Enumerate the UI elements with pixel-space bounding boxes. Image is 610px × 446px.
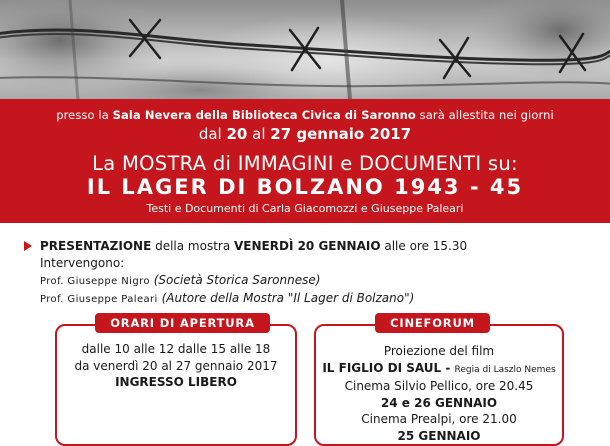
film-director: Regia di Laszlo Nemes <box>454 364 556 375</box>
cineforum-text <box>316 343 562 444</box>
presentation-date: VENERDÌ 20 GENNAIO <box>234 239 381 253</box>
speaker-1-role: (Società Storica Saronnese) <box>153 273 321 287</box>
speaker-1-name: Prof. Giuseppe Nigro <box>40 276 150 287</box>
event-banner <box>0 99 610 223</box>
speaker-2-name: Prof. Giuseppe Paleari <box>40 294 158 305</box>
presentation-heading: PRESENTAZIONE <box>40 239 152 253</box>
presentation-text: della mostra <box>151 239 235 253</box>
opening-hours-tab: ORARI DI APERTURA <box>95 313 270 333</box>
speaker-2 <box>40 290 600 308</box>
film-title: IL FIGLIO DI SAUL <box>322 360 442 375</box>
presentation-line <box>40 238 600 255</box>
venue-prefix: presso la <box>56 108 113 122</box>
cineforum-tab: CINEFORUM <box>375 313 490 333</box>
venue-suffix: sarà allestita nei giorni <box>415 108 554 122</box>
cinema-1: Cinema Silvio Pellico, ore 20.45 <box>344 379 534 393</box>
exhibition-authors: Testi e Documenti di Carla Giacomozzi e Giuseppe Paleari <box>146 202 464 215</box>
free-entry-label: INGRESSO LIBERO <box>115 375 237 389</box>
speakers-label: Intervengono: <box>40 256 125 270</box>
cinema-2: Cinema Prealpi, ore 21.00 <box>361 412 517 426</box>
opening-hours-box <box>55 324 297 446</box>
date-range <box>0 125 610 143</box>
barbed-wire-photo <box>0 0 610 100</box>
cineforum-line-1: Proiezione del film <box>383 344 495 358</box>
opening-hours-text <box>57 341 295 391</box>
venue-line <box>0 108 610 122</box>
film-line <box>316 360 562 379</box>
cineforum-box <box>314 324 564 446</box>
speaker-1 <box>40 272 600 290</box>
speaker-2-role: (Autore della Mostra "Il Lager di Bolzano") <box>161 291 415 305</box>
cinema-1-dates: 24 e 26 GENNAIO <box>380 395 498 410</box>
date-from: 20 <box>226 125 248 143</box>
film-separator: - <box>441 360 455 375</box>
presentation-time: alle ore 15.30 <box>380 239 468 253</box>
venue-name: Sala Nevera della Biblioteca Civica di Saronno <box>112 108 416 122</box>
date-prefix: dal <box>198 125 227 143</box>
date-separator: al <box>247 125 271 143</box>
exhibition-title: IL LAGER DI BOLZANO 1943 - 45 <box>86 175 524 199</box>
presentation-section <box>40 238 600 308</box>
barbed-wire-illustration <box>0 0 610 100</box>
opening-hours-line-1: dalle 10 alle 12 dalle 15 alle 18 <box>81 342 271 356</box>
date-to: 27 gennaio 2017 <box>270 125 412 143</box>
exhibition-subtitle: La MOSTRA di IMMAGINI e DOCUMENTI su: <box>92 152 518 175</box>
cinema-2-dates: 25 GENNAIO <box>397 428 481 443</box>
bullet-arrow-icon <box>24 241 32 251</box>
opening-hours-line-2: da venerdì 20 al 27 gennaio 2017 <box>74 358 278 373</box>
